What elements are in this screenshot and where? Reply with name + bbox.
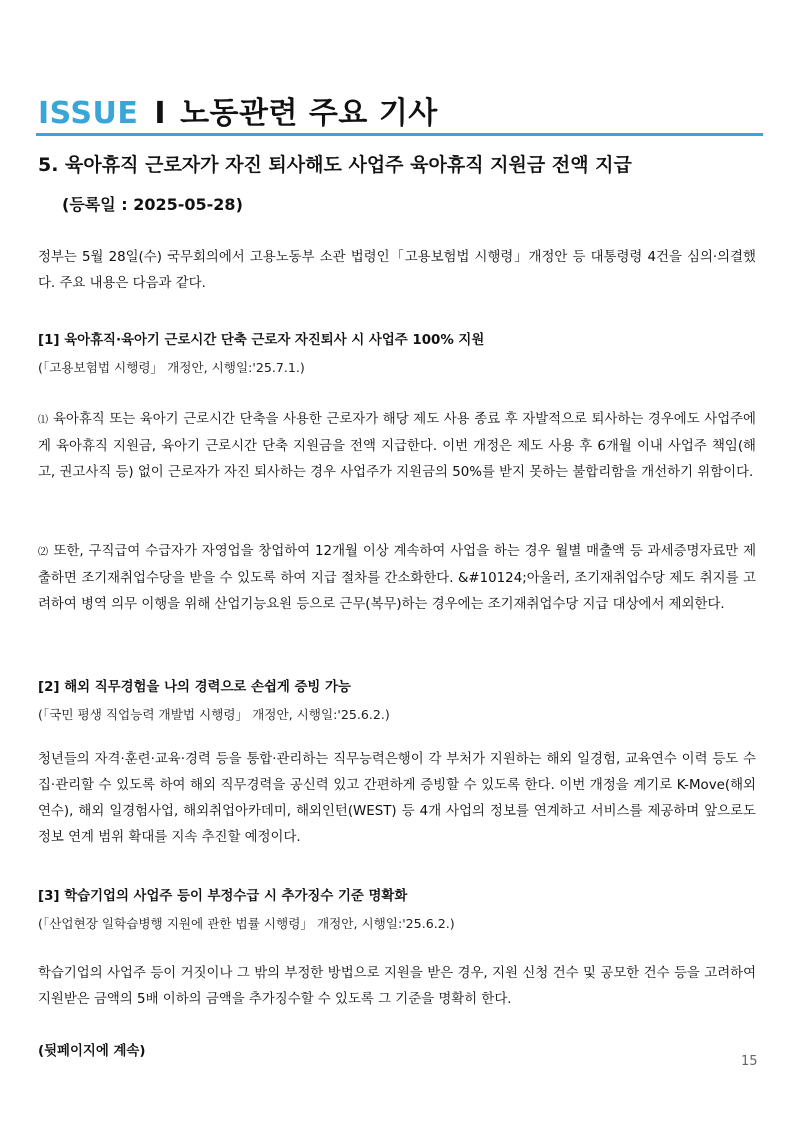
page-number: 15 <box>741 1054 758 1069</box>
paragraph-text: 또한, 구직급여 수급자가 자영업을 창업하여 12개월 이상 계속하여 사업을 하는 경우 월별 매출액 등 과세증명자료만 제출하면 조기재취업수당을 받을 수 있도록 하여 지급 절차를 간소화한다. &#10124;아울러, 조기재취업수당 제도 취지를 고려하여 병역 의무 이행을 위해 산업기능요원 등으로 근무(복무)하는 경우에는 조기재취업수당 지급 대상에서 제외한다. <box>38 544 757 612</box>
article-date: (등록일 : 2025-05-28) <box>62 195 243 214</box>
item-marker: ⑴ <box>38 415 49 426</box>
section-3-paragraph: 학습기업의 사업주 등이 거짓이나 그 밖의 부정한 방법으로 지원을 받은 경우, 지원 신청 건수 및 공모한 건수 등을 고려하여 지원받은 금액의 5배 이하의 금액을 추가징수할 수 있도록 그 기준을 명확히 한다. <box>38 966 756 1007</box>
section-3-title: [3] 학습기업의 사업주 등이 부정수급 시 추가징수 기준 명확화 <box>38 889 408 904</box>
section-title: 노동관련 주요 기사 <box>180 96 438 131</box>
issue-header <box>38 88 438 132</box>
section-2-note: (「국민 평생 직업능력 개발법 시행령」 개정안, 시행일:'25.6.2.) <box>38 707 390 722</box>
issue-label: ISSUE <box>38 96 139 131</box>
paragraph-text: 육아휴직 또는 육아기 근로시간 단축을 사용한 근로자가 해당 제도 사용 종료 후 자발적으로 퇴사하는 경우에도 사업주에게 육아휴직 지원금, 육아기 근로시간 단축 지원금을 전액 지급한다. 이번 개정은 제도 사용 후 6개월 이내 사업주 책임(해고, 권고사직 등) 없이 근로자가 자진 퇴사하는 경우 사업주가 지원금의 50%를 받지 못하는 불합리함을 개선하기 위함이다. <box>38 412 756 480</box>
continued-note: (뒷페이지에 계속) <box>38 1044 146 1059</box>
section-1-paragraph-2 <box>38 539 756 618</box>
section-2-paragraph: 청년들의 자격·훈련·교육·경력 등을 통합·관리하는 직무능력은행이 각 부처가 지원하는 해외 일경험, 교육연수 이력 등도 수집·관리할 수 있도록 하여 해외 직무경력을 공신력 있고 간편하게 증빙할 수 있도록 한다. 이번 개정을 계기로 K-Move(해외연수), 해외 일경험사업, 해외취업아카데미, 해외인턴(WEST) 등 4개 사업의 정보를 연계하고 서비스를 제공하며 앞으로도 정보 연계 범위 확대를 지속 추진할 예정이다. <box>38 752 756 845</box>
section-1-paragraph-1 <box>38 407 756 486</box>
section-1-note: (「고용보험법 시행령」 개정안, 시행일:'25.7.1.) <box>38 360 305 375</box>
header-divider <box>36 133 763 136</box>
issue-separator: I <box>154 96 167 131</box>
item-marker: ⑵ <box>38 547 49 558</box>
article-heading: 5. 육아휴직 근로자가 자진 퇴사해도 사업주 육아휴직 지원금 전액 지급 <box>38 154 632 176</box>
intro-paragraph: 정부는 5월 28일(수) 국무회의에서 고용노동부 소관 법령인「고용보험법 시행령」개정안 등 대통령령 4건을 심의·의결했다. 주요 내용은 다음과 같다. <box>38 250 756 291</box>
section-3-note: (「산업현장 일학습병행 지원에 관한 법률 시행령」 개정안, 시행일:'25.6.2.) <box>38 916 455 931</box>
section-1-title: [1] 육아휴직·육아기 근로시간 단축 근로자 자진퇴사 시 사업주 100% 지원 <box>38 333 485 348</box>
section-2-title: [2] 해외 직무경험을 나의 경력으로 손쉽게 증빙 가능 <box>38 680 351 695</box>
